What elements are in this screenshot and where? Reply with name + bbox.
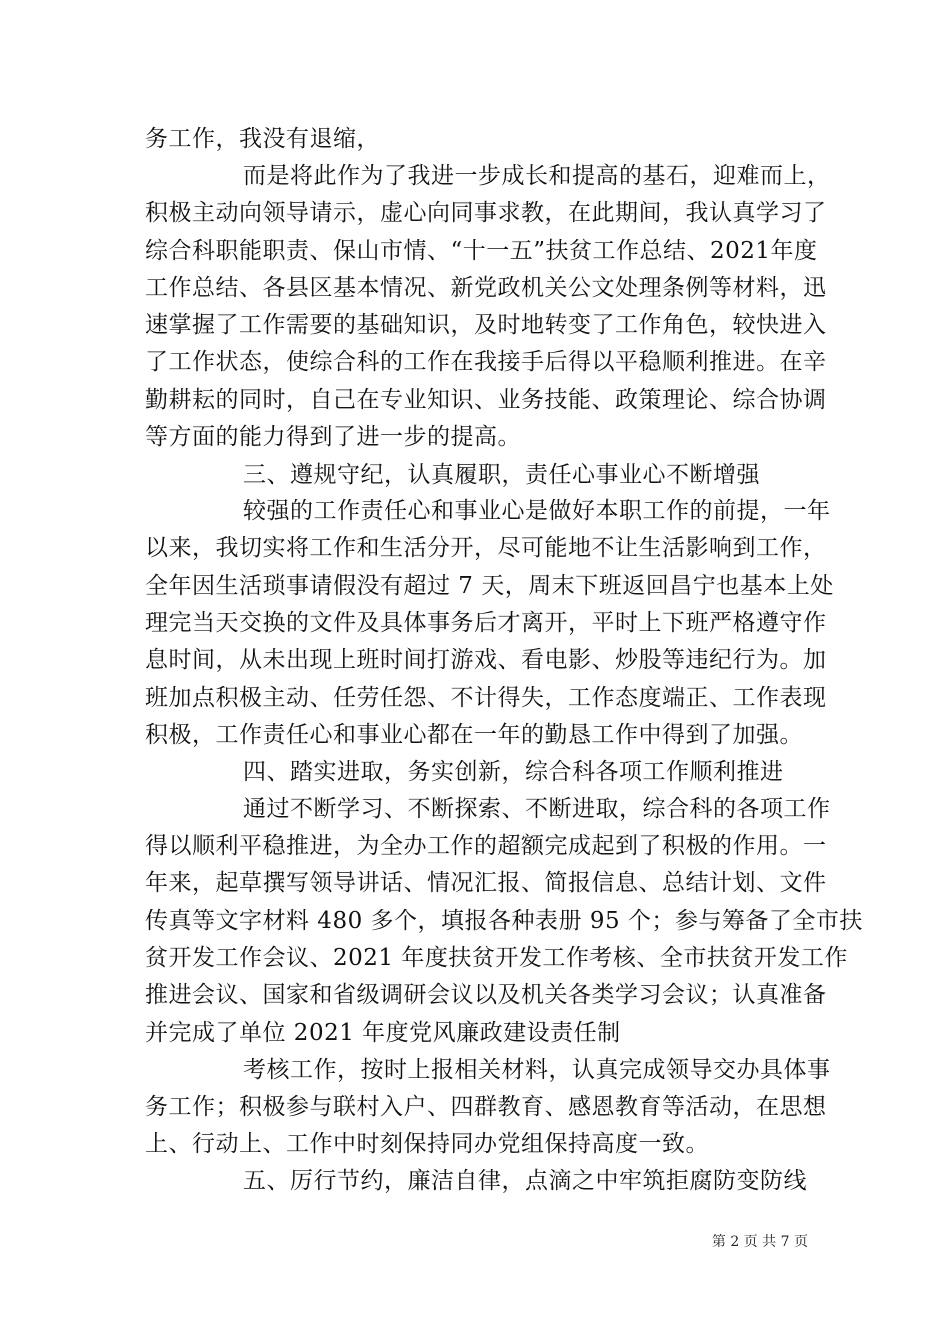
text-line: 年来，起草撰写领导讲话、情况汇报、简报信息、总结计划、文件 — [145, 870, 827, 896]
text-line: 了工作状态，使综合科的工作在我接手后得以平稳顺利推进。在辛 — [145, 349, 827, 375]
text-line: 以来，我切实将工作和生活分开，尽可能地不让生活影响到工作， — [145, 535, 827, 561]
text-line: 通过不断学习、不断探索、不断进取，综合科的各项工作 — [243, 796, 831, 822]
text-line: 上、行动上、工作中时刻保持同办党组保持高度一致。 — [145, 1131, 709, 1157]
text-line: 并完成了单位 2021 年度党风廉政建设责任制 — [145, 1020, 621, 1046]
text-line: 综合科职能职责、保山市情、“十一五”扶贫工作总结、2021年度 — [145, 238, 818, 264]
text-line: 息时间，从未出现上班时间打游戏、看电影、炒股等违纪行为。加 — [145, 647, 827, 673]
text-line: 积极，工作责任心和事业心都在一年的勤恳工作中得到了加强。 — [145, 722, 803, 748]
section-heading: 三、遵规守纪，认真履职，责任心事业心不断增强 — [243, 462, 760, 488]
text-line: 勤耕耘的同时，自己在专业知识、业务技能、政策理论、综合协调 — [145, 387, 827, 413]
text-line: 工作总结、各县区基本情况、新党政机关公文处理条例等材料，迅 — [145, 275, 827, 301]
text-line: 务工作，我没有退缩， — [145, 126, 380, 152]
text-line: 等方面的能力得到了进一步的提高。 — [145, 424, 521, 450]
page-number: 第 2 页 共 7 页 — [711, 1234, 808, 1250]
text-line: 而是将此作为了我进一步成长和提高的基石，迎难而上， — [243, 163, 831, 189]
text-line: 全年因生活琐事请假没有超过 7 天，周末下班返回昌宁也基本上处 — [145, 573, 834, 599]
text-line: 理完当天交换的文件及具体事务后才离开，平时上下班严格遵守作 — [145, 610, 827, 636]
text-line: 务工作；积极参与联村入户、四群教育、感恩教育等活动，在思想 — [145, 1094, 827, 1120]
text-line: 推进会议、国家和省级调研会议以及机关各类学习会议；认真准备 — [145, 982, 827, 1008]
text-line: 考核工作，按时上报相关材料，认真完成领导交办具体事 — [243, 1057, 831, 1083]
text-line: 传真等文字材料 480 多个，填报各种表册 95 个；参与筹备了全市扶 — [145, 908, 863, 934]
text-line: 贫开发工作会议、2021 年度扶贫开发工作考核、全市扶贫开发工作 — [145, 945, 848, 971]
text-line: 积极主动向领导请示，虚心向同事求教，在此期间，我认真学习了 — [145, 200, 827, 226]
text-line: 班加点积极主动、任劳任怨、不计得失，工作态度端正、工作表现 — [145, 685, 827, 711]
section-heading: 四、踏实进取，务实创新，综合科各项工作顺利推进 — [243, 759, 784, 785]
text-line: 得以顺利平稳推进，为全办工作的超额完成起到了积极的作用。一 — [145, 833, 827, 859]
section-heading: 五、厉行节约，廉洁自律，点滴之中牢筑拒腐防变防线 — [243, 1168, 807, 1194]
text-line: 速掌握了工作需要的基础知识，及时地转变了工作角色，较快进入 — [145, 312, 827, 338]
text-line: 较强的工作责任心和事业心是做好本职工作的前提，一年 — [243, 498, 831, 524]
